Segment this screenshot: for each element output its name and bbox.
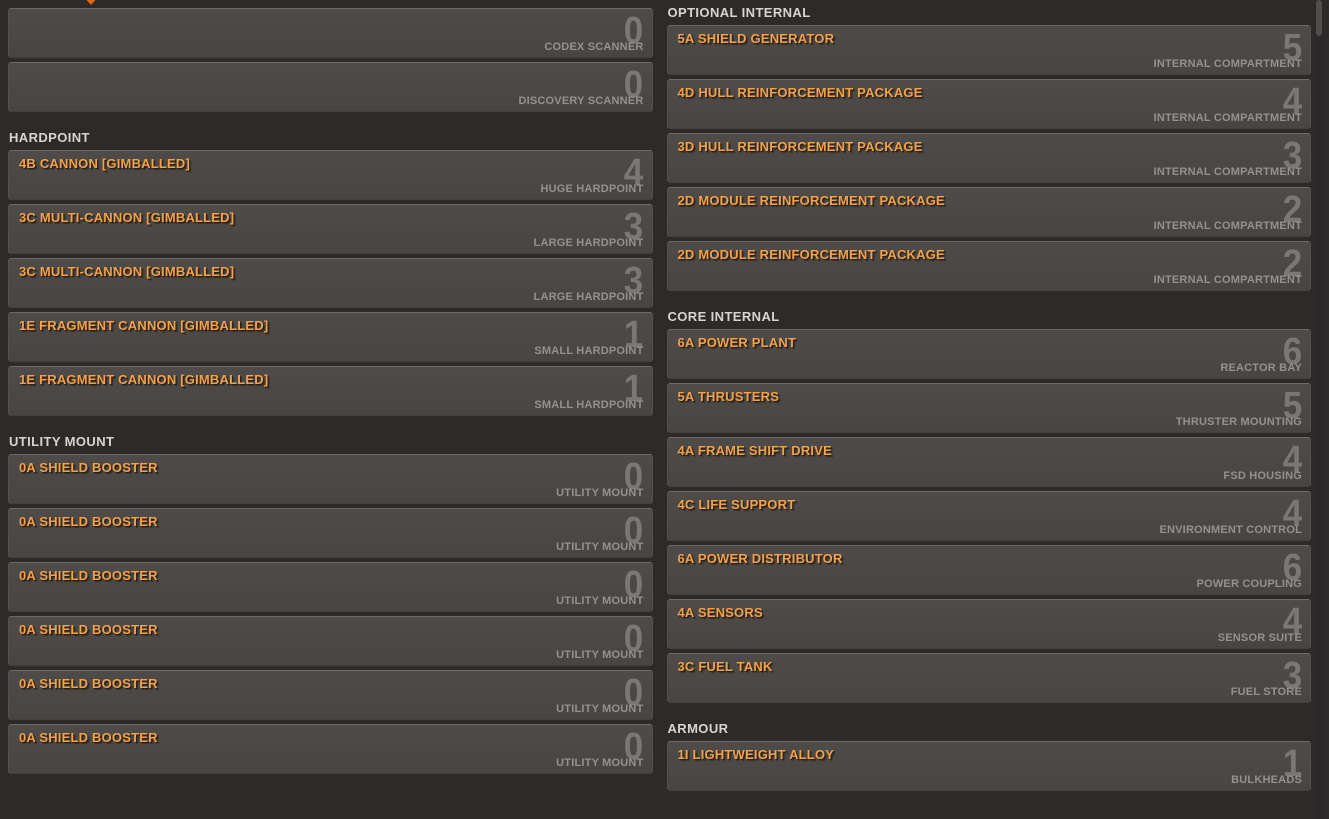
slot-size: 1 xyxy=(624,368,644,410)
section-title: HARDPOINT xyxy=(9,130,90,145)
scroll-down-arrow-icon[interactable] xyxy=(83,0,99,5)
slot-size: 0 xyxy=(624,510,644,552)
module-section xyxy=(667,309,1312,703)
module-slot[interactable] xyxy=(667,741,1312,791)
slot-size: 4 xyxy=(1282,81,1302,123)
slot-size: 4 xyxy=(624,152,644,194)
module-name: 0A SHIELD BOOSTER xyxy=(19,568,158,583)
module-name: 4C LIFE SUPPORT xyxy=(677,497,796,512)
slot-size: 3 xyxy=(1282,135,1302,177)
module-name: 4A SENSORS xyxy=(677,605,763,620)
scrollbar-track xyxy=(1315,0,1323,819)
module-slot[interactable] xyxy=(8,8,653,58)
module-slot[interactable] xyxy=(667,25,1312,75)
slot-type-label: FSD HOUSING xyxy=(1223,470,1302,482)
module-section xyxy=(667,721,1312,791)
section-title: OPTIONAL INTERNAL xyxy=(667,5,811,20)
slot-size: 5 xyxy=(1282,27,1302,69)
module-slot[interactable] xyxy=(8,150,653,200)
slot-size: 6 xyxy=(1282,547,1302,589)
module-name: 4B CANNON [GIMBALLED] xyxy=(19,156,191,171)
slot-type-label: INTERNAL COMPARTMENT xyxy=(1153,112,1302,124)
section-title: UTILITY MOUNT xyxy=(9,434,115,449)
slot-size: 0 xyxy=(624,64,644,106)
slot-type-label: FUEL STORE xyxy=(1230,686,1302,698)
slot-size: 4 xyxy=(1282,493,1302,535)
module-section xyxy=(8,8,653,112)
slot-type-label: UTILITY MOUNT xyxy=(556,541,644,553)
module-slot[interactable] xyxy=(667,545,1312,595)
slot-size: 0 xyxy=(624,456,644,498)
slot-type-label: UTILITY MOUNT xyxy=(556,703,644,715)
module-name: 3D HULL REINFORCEMENT PACKAGE xyxy=(677,139,923,154)
module-name: 1E FRAGMENT CANNON [GIMBALLED] xyxy=(19,372,269,387)
slot-size: 0 xyxy=(624,726,644,768)
slot-size: 4 xyxy=(1282,439,1302,481)
slot-size: 4 xyxy=(1282,601,1302,643)
module-section xyxy=(8,130,653,416)
module-slot[interactable] xyxy=(667,437,1312,487)
module-name: 0A SHIELD BOOSTER xyxy=(19,676,158,691)
slot-size: 5 xyxy=(1282,385,1302,427)
slot-type-label: THRUSTER MOUNTING xyxy=(1175,416,1302,428)
module-slot[interactable] xyxy=(667,79,1312,129)
module-name: 3C MULTI-CANNON [GIMBALLED] xyxy=(19,210,235,225)
slot-size: 2 xyxy=(1282,243,1302,285)
slot-size: 1 xyxy=(624,314,644,356)
module-column-left xyxy=(8,0,653,795)
module-name: 1E FRAGMENT CANNON [GIMBALLED] xyxy=(19,318,269,333)
module-slot[interactable] xyxy=(8,366,653,416)
module-name: 0A SHIELD BOOSTER xyxy=(19,514,158,529)
module-column-right xyxy=(667,0,1312,795)
module-name: 0A SHIELD BOOSTER xyxy=(19,460,158,475)
slot-type-label: INTERNAL COMPARTMENT xyxy=(1153,220,1302,232)
slot-type-label: POWER COUPLING xyxy=(1196,578,1302,590)
slot-type-label: UTILITY MOUNT xyxy=(556,649,644,661)
slot-size: 0 xyxy=(624,618,644,660)
module-slot[interactable] xyxy=(8,258,653,308)
slot-size: 6 xyxy=(1282,331,1302,373)
slot-type-label: DISCOVERY SCANNER xyxy=(518,95,644,107)
module-name: 6A POWER PLANT xyxy=(677,335,797,350)
module-name: 4D HULL REINFORCEMENT PACKAGE xyxy=(677,85,923,100)
module-slot[interactable] xyxy=(8,62,653,112)
slot-size: 3 xyxy=(624,260,644,302)
slot-type-label: INTERNAL COMPARTMENT xyxy=(1153,274,1302,286)
module-slot[interactable] xyxy=(8,508,653,558)
module-name: 5A THRUSTERS xyxy=(677,389,780,404)
section-title: ARMOUR xyxy=(667,721,729,736)
module-slot[interactable] xyxy=(667,133,1312,183)
slot-type-label: LARGE HARDPOINT xyxy=(533,237,644,249)
slot-size: 1 xyxy=(1282,743,1302,785)
module-name: 5A SHIELD GENERATOR xyxy=(677,31,835,46)
module-slot[interactable] xyxy=(667,653,1312,703)
module-slot[interactable] xyxy=(8,312,653,362)
module-name: 2D MODULE REINFORCEMENT PACKAGE xyxy=(677,247,945,262)
slot-size: 3 xyxy=(624,206,644,248)
section-title: CORE INTERNAL xyxy=(667,309,780,324)
slot-type-label: CODEX SCANNER xyxy=(544,41,644,53)
slot-size: 0 xyxy=(624,564,644,606)
module-slot[interactable] xyxy=(667,241,1312,291)
slot-type-label: SMALL HARDPOINT xyxy=(534,345,644,357)
slot-size: 2 xyxy=(1282,189,1302,231)
slot-type-label: BULKHEADS xyxy=(1231,774,1302,786)
slot-size: 3 xyxy=(1282,655,1302,697)
module-slot[interactable] xyxy=(667,383,1312,433)
module-section xyxy=(667,5,1312,291)
slot-type-label: ENVIRONMENT CONTROL xyxy=(1159,524,1302,536)
module-section xyxy=(8,434,653,774)
module-name: 1I LIGHTWEIGHT ALLOY xyxy=(677,747,835,762)
module-slot[interactable] xyxy=(667,491,1312,541)
module-slot[interactable] xyxy=(8,724,653,774)
module-name: 4A FRAME SHIFT DRIVE xyxy=(677,443,832,458)
module-name: 6A POWER DISTRIBUTOR xyxy=(677,551,843,566)
module-slot[interactable] xyxy=(8,454,653,504)
slot-type-label: UTILITY MOUNT xyxy=(556,757,644,769)
module-slot[interactable] xyxy=(8,204,653,254)
module-slot[interactable] xyxy=(667,187,1312,237)
slot-type-label: UTILITY MOUNT xyxy=(556,487,644,499)
slot-type-label: UTILITY MOUNT xyxy=(556,595,644,607)
slot-size: 0 xyxy=(624,10,644,52)
module-name: 3C MULTI-CANNON [GIMBALLED] xyxy=(19,264,235,279)
module-name: 2D MODULE REINFORCEMENT PACKAGE xyxy=(677,193,945,208)
slot-type-label: SMALL HARDPOINT xyxy=(534,399,644,411)
slot-type-label: LARGE HARDPOINT xyxy=(533,291,644,303)
module-name: 3C FUEL TANK xyxy=(677,659,773,674)
scrollbar-thumb[interactable] xyxy=(1316,0,1322,36)
module-slot[interactable] xyxy=(8,616,653,666)
slot-size: 0 xyxy=(624,672,644,714)
module-slot[interactable] xyxy=(8,562,653,612)
module-slot[interactable] xyxy=(667,599,1312,649)
slot-type-label: INTERNAL COMPARTMENT xyxy=(1153,166,1302,178)
slot-type-label: SENSOR SUITE xyxy=(1217,632,1302,644)
module-name: 0A SHIELD BOOSTER xyxy=(19,622,158,637)
slot-type-label: REACTOR BAY xyxy=(1220,362,1302,374)
module-slot[interactable] xyxy=(667,329,1312,379)
module-slot[interactable] xyxy=(8,670,653,720)
module-name: 0A SHIELD BOOSTER xyxy=(19,730,158,745)
slot-type-label: HUGE HARDPOINT xyxy=(540,183,644,195)
slot-type-label: INTERNAL COMPARTMENT xyxy=(1153,58,1302,70)
